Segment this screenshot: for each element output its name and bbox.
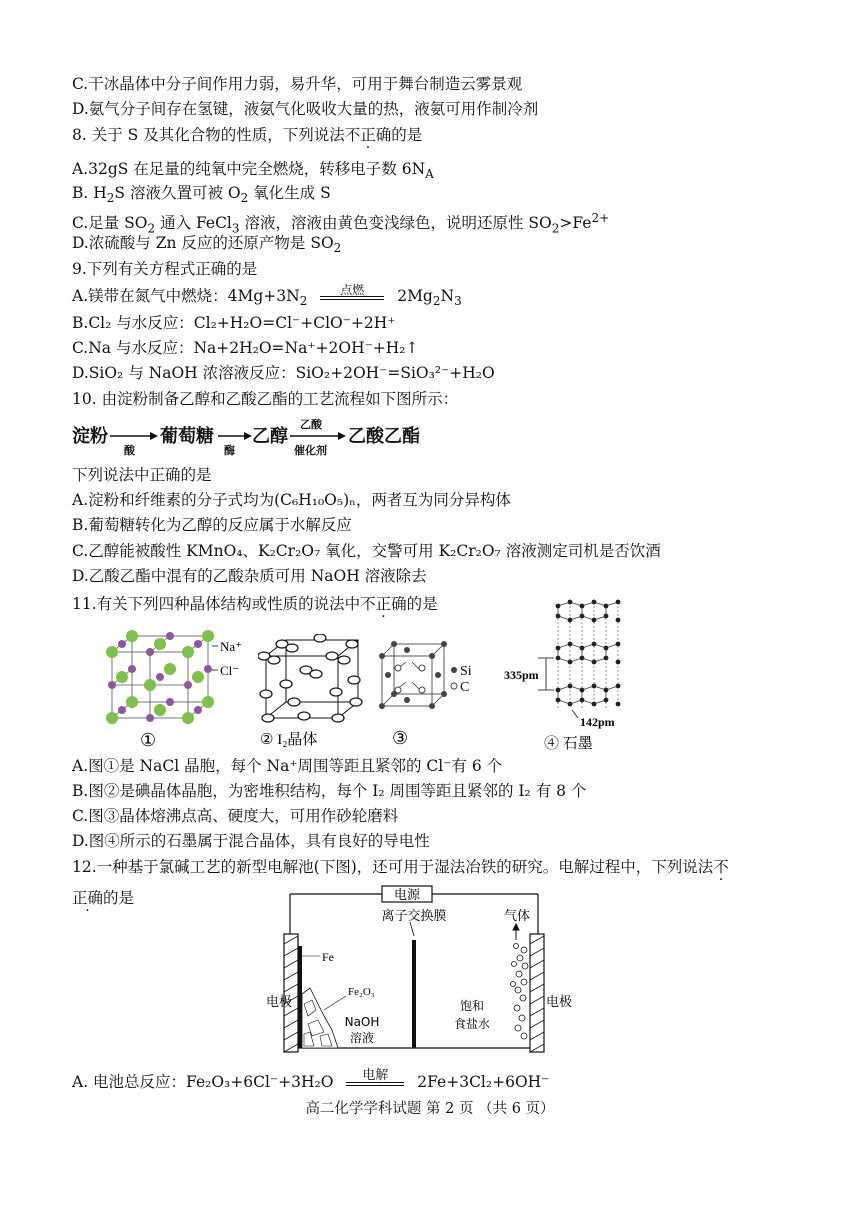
page-footer: 高二化学学科试题 第 2 页 （共 6 页） <box>305 1101 555 1117</box>
graphite-figure <box>498 598 648 752</box>
q9-option-d: D.SiO₂ 与 NaOH 浓溶液反应：SiO₂+2OH⁻=SiO₃²⁻+H₂O <box>72 364 495 382</box>
q12-stem-line1: 12.一种基于氯碱工艺的新型电解池(下图)，还可用于湿法冶铁的研究。电解过程中，下列说法不 <box>72 858 729 876</box>
condition-label: 电解 <box>362 1068 389 1083</box>
q10-option-b: B.葡萄糖转化为乙醇的反应属于水解反应 <box>72 516 352 534</box>
si-legend-label: Si <box>460 664 472 679</box>
q10-option-d: D.乙酸乙酯中混有的乙酸杂质可用 NaOH 溶液除去 <box>72 567 427 585</box>
emphasis-text: 不 <box>713 858 729 876</box>
q8-option-a: A.32gS 在足量的纯氧中完全燃烧，转移电子数 $6N_A$ <box>72 160 434 182</box>
power-source-label: 电源 <box>393 888 421 903</box>
q11-option-a: A.图①是 NaCl 晶胞，每个 Na⁺周围等距且紧邻的 Cl⁻有 6 个 <box>72 757 503 775</box>
q11-stem: 11.有关下列四种晶体结构或性质的说法中不正确的是 <box>72 595 438 613</box>
flow-arrow-acetic-acid: 乙酸 <box>300 419 322 431</box>
process-flow-diagram <box>72 418 432 458</box>
fe2o3-label: Fe₂O₃ <box>348 986 375 998</box>
cl-ion-label: Cl⁻ <box>220 663 240 678</box>
q8-stem: 8. 关于 S 及其化合物的性质，下列说法不正确的是 <box>72 126 423 144</box>
q7-option-d: D.氨气分子间存在氢键，液氨气化吸收大量的热，液氨可用作制冷剂 <box>72 100 539 118</box>
q10-option-c: C.乙醇能被酸性 KMnO₄、K₂Cr₂O₇ 氧化，交警可用 K₂Cr₂O₇ 溶液测定司机是否饮酒 <box>72 542 661 560</box>
q8-option-d: D.浓硫酸与 Zn 反应的还原产物是 $SO_2$ <box>72 234 342 256</box>
silicon-carbide-figure <box>376 640 486 750</box>
right-electrode-label: 电极 <box>546 995 572 1010</box>
nacl-crystal-figure <box>100 630 250 750</box>
na-ion-label: Na⁺ <box>220 639 243 654</box>
c-legend-label: C <box>460 680 470 695</box>
flow-node-starch: 淀粉 <box>72 426 108 446</box>
q11-option-c: C.图③晶体熔沸点高、硬度大，可用作砂轮磨料 <box>72 807 399 825</box>
q11-option-d: D.图④所示的石墨属于混合晶体，具有良好的导电性 <box>72 832 430 850</box>
flow-arrow-catalyst: 催化剂 <box>294 445 327 457</box>
emphasis-text: 不正确 <box>344 126 392 144</box>
interlayer-distance-label: 335pm <box>504 668 539 682</box>
figure-4-label: ④ 石墨 <box>544 736 593 752</box>
fe-plate <box>298 946 302 1048</box>
q8-option-b: B. $H_2S$ 溶液久置可被 $O_2$ 氧化生成 S <box>72 184 331 206</box>
flow-arrow-enzyme: 酶 <box>224 445 235 457</box>
q12-option-a: A. 电池总反应：Fe₂O₃+6Cl⁻+3H₂O 电解 2Fe+3Cl₂+6OH⁻ <box>72 1068 550 1091</box>
figure-1-label: ① <box>140 730 157 750</box>
iodine-crystal-figure <box>258 634 368 750</box>
q7-option-c: C.干冰晶体中分子间作用力弱，易升华，可用于舞台制造云雾景观 <box>72 75 523 93</box>
left-electrode-label <box>266 994 292 1010</box>
naoh-label: NaOH <box>344 1015 380 1029</box>
bond-length-label: 142pm <box>580 715 615 729</box>
membrane-label: 离子交换膜 <box>381 909 447 924</box>
electrolysis-cell-figure <box>262 884 572 1060</box>
flow-node-ethanol: 乙醇 <box>252 426 288 446</box>
gas-label: 气体 <box>503 909 531 924</box>
q11-option-b: B.图②是碘晶体晶胞，为密堆积结构，每个 I₂ 周围等距且紧邻的 I₂ 有 8 个 <box>72 782 587 800</box>
emphasis-text: 正确 <box>72 889 104 907</box>
fe-label: Fe <box>322 950 334 964</box>
q10-stem: 10. 由淀粉制备乙醇和乙酸乙酯的工艺流程如下图所示： <box>72 390 459 408</box>
brine-label-1: 饱和 <box>459 999 485 1013</box>
q9-option-c: C.Na 与水反应：Na+2H₂O=Na⁺+2OH⁻+H₂↑ <box>72 339 419 357</box>
q8-option-c: C.足量 $SO_2$ 通入 FeCl$_3$ 溶液，溶液由黄色变浅绿色，说明还原性 $SO_2>Fe^{2+}$ <box>72 211 610 236</box>
flow-node-ethyl-acetate: 乙酸乙酯 <box>348 426 420 446</box>
naoh-solution-label: 溶液 <box>349 1031 375 1045</box>
ion-exchange-membrane <box>412 940 416 1048</box>
flow-arrow-acid: 酸 <box>124 445 135 457</box>
brine-label-2: 食盐水 <box>453 1017 491 1031</box>
figure-3-label: ③ <box>392 728 409 748</box>
q10-sub-stem: 下列说法中正确的是 <box>72 466 212 484</box>
left-electrode-text: 电极 <box>266 995 293 1010</box>
q10-option-a: A.淀粉和纤维素的分子式均为(C₆H₁₀O₅)ₙ，两者互为同分异构体 <box>72 491 511 509</box>
q12-stem-line2: 正确的是 <box>72 889 135 907</box>
figure-2-label: ② I₂晶体 <box>260 732 318 748</box>
flow-node-glucose: 葡萄糖 <box>160 426 214 446</box>
condition-label: 点燃 <box>340 283 365 297</box>
emphasis-text: 不正确 <box>360 595 407 613</box>
q9-stem: 9.下列有关方程式正确的是 <box>72 260 258 278</box>
q9-option-b: B.Cl₂ 与水反应：Cl₂+H₂O=Cl⁻+ClO⁻+2H⁺ <box>72 314 396 332</box>
q9-option-a: A.镁带在氮气中燃烧：$4Mg+3N_2$ 点燃 $2Mg_2N_3$ <box>72 286 462 311</box>
